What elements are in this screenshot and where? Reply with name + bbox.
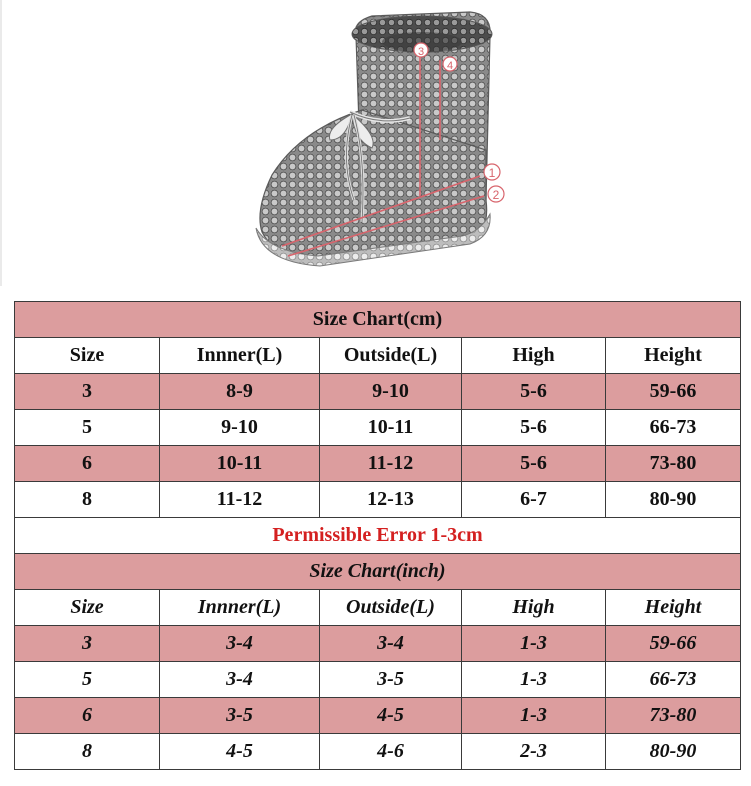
marker-2 (488, 186, 504, 202)
table-cell: 59-66 (606, 626, 741, 662)
marker-3-label: 3 (417, 46, 425, 58)
inch-header-inner: Innner(L) (160, 590, 320, 626)
table-cell: 9-10 (320, 374, 462, 410)
table-cell: 5-6 (462, 410, 606, 446)
table-cell: 1-3 (462, 662, 606, 698)
marker-1-label: 1 (488, 166, 496, 180)
marker-4 (443, 57, 457, 72)
table-cell: 6-7 (462, 482, 606, 518)
table-cell: 8-9 (160, 374, 320, 410)
table-cell: 2-3 (462, 734, 606, 770)
inch-header-high: High (462, 590, 606, 626)
marker-1 (484, 164, 500, 180)
cm-header-outside: Outside(L) (320, 338, 462, 374)
inch-title-row (15, 554, 741, 590)
table-row (15, 734, 741, 770)
cm-header-row (15, 338, 741, 374)
table-cell: 11-12 (160, 482, 320, 518)
table-cell: 1-3 (462, 626, 606, 662)
size-chart-table (14, 301, 741, 770)
note-row (15, 518, 741, 554)
table-row (15, 698, 741, 734)
permissible-error-note: Permissible Error 1-3cm (15, 518, 741, 554)
table-cell: 10-11 (320, 410, 462, 446)
table-cell: 66-73 (606, 410, 741, 446)
table-cell: 9-10 (160, 410, 320, 446)
table-row (15, 626, 741, 662)
inch-header-outside: Outside(L) (320, 590, 462, 626)
cm-header-size: Size (15, 338, 160, 374)
table-cell: 4-5 (160, 734, 320, 770)
table-cell: 8 (15, 734, 160, 770)
marker-2-label: 2 (492, 188, 500, 202)
table-cell: 10-11 (160, 446, 320, 482)
marker-4-label: 4 (446, 60, 454, 72)
table-cell: 5 (15, 410, 160, 446)
table-cell: 6 (15, 698, 160, 734)
table-cell: 12-13 (320, 482, 462, 518)
table-cell: 73-80 (606, 446, 741, 482)
cm-header-inner: Innner(L) (160, 338, 320, 374)
table-cell: 59-66 (606, 374, 741, 410)
table-cell: 6 (15, 446, 160, 482)
table-cell: 11-12 (320, 446, 462, 482)
table-cell: 80-90 (606, 482, 741, 518)
table-cell: 8 (15, 482, 160, 518)
table-cell: 1-3 (462, 698, 606, 734)
table-cell: 3 (15, 626, 160, 662)
table-cell: 4-5 (320, 698, 462, 734)
table-cell: 3-4 (160, 626, 320, 662)
bootie-drawing (0, 0, 751, 290)
table-row (15, 662, 741, 698)
table-row (15, 374, 741, 410)
table-cell: 3-5 (160, 698, 320, 734)
table-cell: 5-6 (462, 374, 606, 410)
table-cell: 3-4 (160, 662, 320, 698)
inch-header-height: Height (606, 590, 741, 626)
bootie-illustration (0, 0, 751, 290)
table-cell: 4-6 (320, 734, 462, 770)
table-cell: 5 (15, 662, 160, 698)
table-cell: 66-73 (606, 662, 741, 698)
table-cell: 73-80 (606, 698, 741, 734)
table-cell: 3-5 (320, 662, 462, 698)
table-cell: 3-4 (320, 626, 462, 662)
cm-header-high: High (462, 338, 606, 374)
table-cell: 3 (15, 374, 160, 410)
inch-table-title: Size Chart(inch) (15, 554, 741, 590)
cm-title-row (15, 302, 741, 338)
table-row (15, 446, 741, 482)
cm-table-title: Size Chart(cm) (15, 302, 741, 338)
marker-3 (414, 43, 428, 58)
table-cell: 80-90 (606, 734, 741, 770)
inch-header-row (15, 590, 741, 626)
table-row (15, 482, 741, 518)
inch-header-size: Size (15, 590, 160, 626)
table-cell: 5-6 (462, 446, 606, 482)
table-row (15, 410, 741, 446)
cm-header-height: Height (606, 338, 741, 374)
